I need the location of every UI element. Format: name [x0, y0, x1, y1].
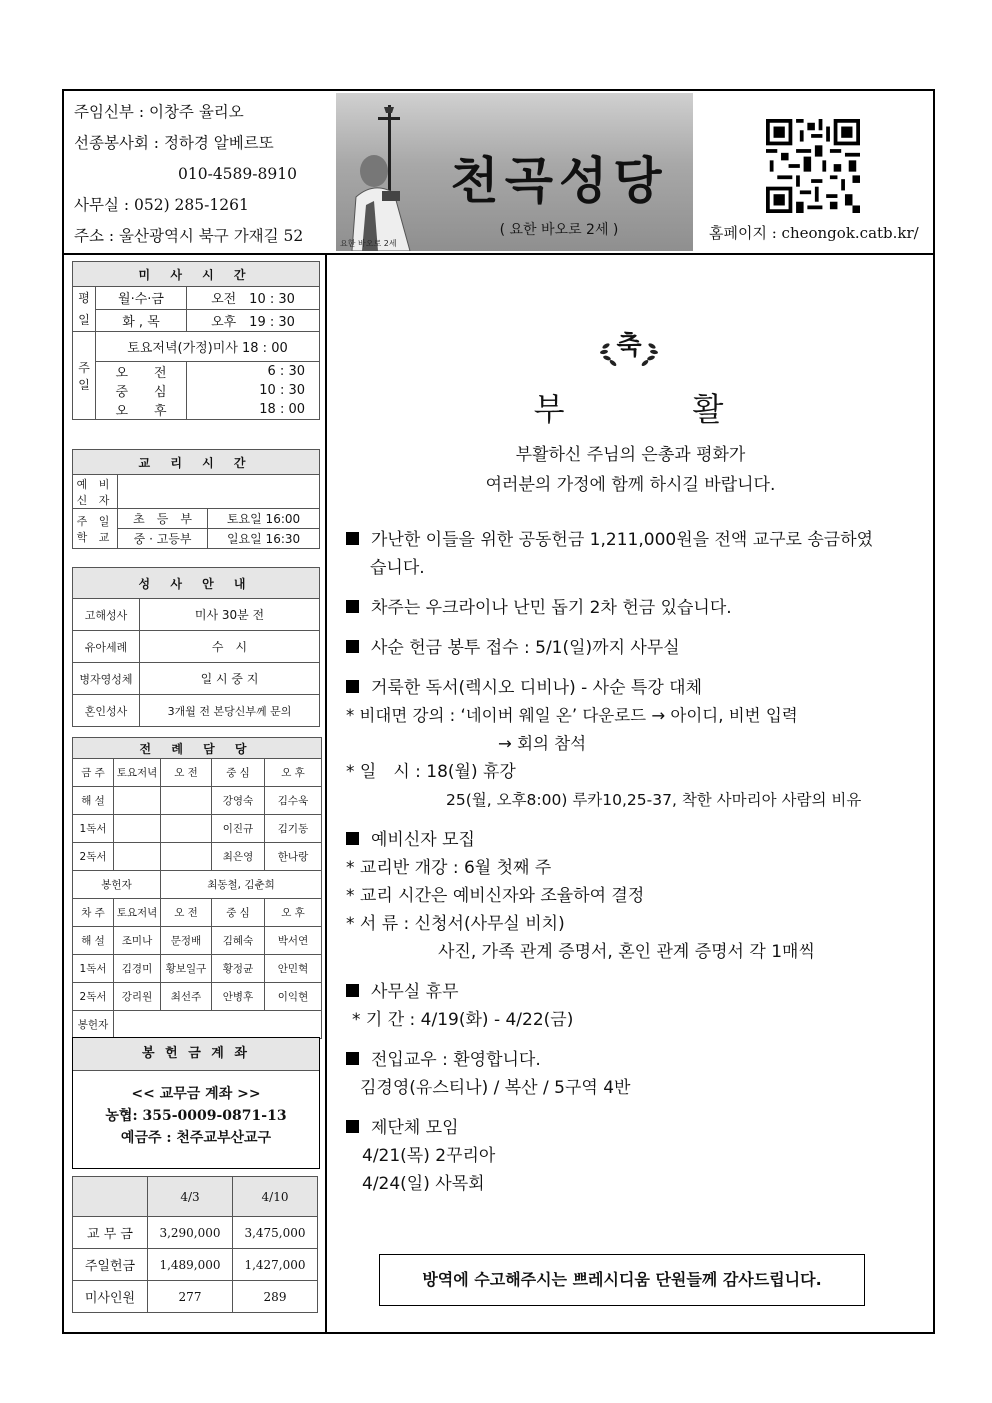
- council-line: 선종봉사회 : 정하경 알베르또: [74, 134, 274, 152]
- this-week-head-2: 오 전: [161, 759, 212, 787]
- next-week-cell: 박서연: [265, 927, 322, 955]
- notice-8-meeting-1: 4/21(목) 2꾸리아: [362, 1146, 496, 1166]
- notice-1: 가난한 이들을 위한 공동헌금 1,211,000원을 전액 교구로 송금하였: [346, 526, 936, 554]
- next-week-head-0: 차 주: [73, 899, 114, 927]
- next-week-role-2: 1독서: [73, 955, 114, 983]
- bullet-square-icon: [346, 1120, 359, 1133]
- next-week-cell: 이익현: [265, 983, 322, 1011]
- council-phone: 010-4589-8910: [178, 165, 297, 183]
- sacrament-info-1: 미사 30분 전: [140, 599, 320, 631]
- notice-4-date-2: 25(월, 오후8:00) 루카10,25-37, 착한 사마리아 사람의 비유: [446, 791, 862, 809]
- next-week-cell: 황보일구: [161, 955, 212, 983]
- next-week-cell: 조미나: [114, 927, 161, 955]
- next-week-cell: 강리원: [114, 983, 161, 1011]
- offering-label-1: 교 무 금: [73, 1217, 148, 1249]
- sunday-school-label: 주 일 학 교: [73, 509, 118, 549]
- sacrament-info-3: 일 시 중 지: [140, 663, 320, 695]
- sunday-time-2: 10 : 30: [187, 381, 320, 400]
- sunday-time-3: 18 : 00: [187, 400, 320, 420]
- next-week-head-4: 오 후: [265, 899, 322, 927]
- mass-times-title: 미 사 시 간: [73, 262, 320, 287]
- next-week-cell: 김경미: [114, 955, 161, 983]
- this-week-role-1: 해 설: [73, 787, 114, 815]
- next-week-head-2: 오 전: [161, 899, 212, 927]
- liturgy-table: [72, 737, 322, 1039]
- this-week-cell: 김수욱: [265, 787, 322, 815]
- sacraments-table: [72, 567, 320, 727]
- this-week-role-3: 2독서: [73, 843, 114, 871]
- school-time-1: 토요일 16:00: [208, 509, 320, 529]
- next-week-cell: 최선주: [161, 983, 212, 1011]
- account-details: [73, 1083, 319, 1149]
- this-week-head-1: 토요저녁: [114, 759, 161, 787]
- sacraments-title: 성 사 안 내: [73, 568, 320, 599]
- main-content: [326, 254, 935, 1334]
- notice-6-period: * 기 간 : 4/19(화) - 4/22(금): [352, 1010, 574, 1030]
- notice-4: 거룩한 독서(렉시오 디비나) - 사순 특강 대체: [346, 674, 936, 702]
- this-week-cell: 김기동: [265, 815, 322, 843]
- next-week-role-3: 2독서: [73, 983, 114, 1011]
- offerings-head-1: 4/3: [148, 1177, 233, 1217]
- qr-code-image: [766, 119, 860, 213]
- address-line: 주소 : 울산광역시 북구 가재길 52: [74, 227, 304, 245]
- greeting: [326, 440, 935, 500]
- offering-value: 3,290,000: [148, 1217, 233, 1249]
- this-week-cell: 최은영: [212, 843, 265, 871]
- sacrament-name-1: 고해성사: [73, 599, 140, 631]
- notice-7: 전입교우 : 환영합니다.: [346, 1046, 936, 1074]
- weekday-time-1: 오전 10 : 30: [187, 287, 320, 310]
- notice-8: 제단체 모임: [346, 1114, 936, 1142]
- offering-value: 277: [148, 1281, 233, 1313]
- header-info: [74, 97, 303, 252]
- banner-caption: 요한 바오로 2세: [340, 239, 397, 248]
- sunday-time-1: 6 : 30: [187, 362, 320, 382]
- weekday-label: 평일: [73, 287, 96, 332]
- this-week-cell: [161, 815, 212, 843]
- account-box: [72, 1037, 320, 1169]
- offering-label-3: 미사인원: [73, 1281, 148, 1313]
- sacrament-info-4: 3개월 전 본당신부께 문의: [140, 695, 320, 727]
- this-week-role-2: 1독서: [73, 815, 114, 843]
- this-week-cell: [114, 843, 161, 871]
- offering-value: 289: [233, 1281, 318, 1313]
- this-week-cell: [161, 787, 212, 815]
- this-week-head-0: 금 주: [73, 759, 114, 787]
- sunday-label: 주일: [73, 332, 96, 420]
- notice-4-online: * 비대면 강의 : ‘네이버 웨일 온’ 다운로드 → 아이디, 비번 입력: [346, 706, 798, 725]
- school-time-2: 일요일 16:30: [208, 529, 320, 549]
- easter-heading: [326, 384, 935, 430]
- weekday-time-2: 오후 19 : 30: [187, 309, 320, 332]
- sunday-when-3: 오 후: [96, 400, 187, 420]
- notice-list: [346, 526, 936, 1198]
- emblem-text: 축: [616, 331, 642, 361]
- account-line-3: 예금주 : 천주교부산교구: [120, 1130, 272, 1146]
- sunday-when-1: 오 전: [96, 362, 187, 382]
- bullet-square-icon: [346, 600, 359, 613]
- catechism-table: [72, 449, 320, 549]
- next-week-cell: 황정균: [212, 955, 265, 983]
- next-week-offerer-label: 봉헌자: [73, 1011, 114, 1039]
- this-week-cell: 한나랑: [265, 843, 322, 871]
- next-week-head-1: 토요저녁: [114, 899, 161, 927]
- notice-5-docs-2: 사진, 가족 관계 증명서, 혼인 관계 증명서 각 1매씩: [438, 942, 815, 962]
- this-week-head-4: 오 후: [265, 759, 322, 787]
- bullet-square-icon: [346, 1052, 359, 1065]
- offerings-head-0: [73, 1177, 148, 1217]
- this-week-offerer: 최동철, 김춘희: [161, 871, 322, 899]
- bullet-square-icon: [346, 832, 359, 845]
- notice-1-cont: 습니다.: [370, 558, 425, 578]
- bulletin-frame: [62, 89, 935, 1334]
- catechumen-label: 예 비 신 자: [73, 475, 118, 509]
- offering-label-2: 주일헌금: [73, 1249, 148, 1281]
- notice-8-meeting-2: 4/24(일) 사목회: [362, 1174, 485, 1194]
- greeting-line-1: 부활하신 주님의 은총과 평화가: [515, 445, 746, 465]
- offering-value: 1,489,000: [148, 1249, 233, 1281]
- laurel-emblem-icon: [594, 324, 664, 368]
- sacrament-info-2: 수 시: [140, 631, 320, 663]
- notice-4-date: * 일 시 : 18(월) 휴강: [346, 762, 516, 782]
- weekday-days-2: 화 , 목: [96, 309, 187, 332]
- weekday-days-1: 월·수·금: [96, 287, 187, 310]
- sunday-when-2: 중 심: [96, 381, 187, 400]
- offering-value: 3,475,000: [233, 1217, 318, 1249]
- school-group-2: 중 · 고등부: [118, 529, 208, 549]
- greeting-line-2: 여러분의 가정에 함께 하시길 바랍니다.: [485, 475, 776, 495]
- this-week-cell: [114, 815, 161, 843]
- church-name: 천곡성당: [450, 152, 668, 210]
- next-week-role-1: 해 설: [73, 927, 114, 955]
- notice-5: 예비신자 모집: [346, 826, 936, 854]
- notice-5-start: * 교리반 개강 : 6월 첫째 주: [346, 858, 552, 878]
- this-week-cell: [114, 787, 161, 815]
- notice-5-docs: * 서 류 : 신청서(사무실 비치): [346, 914, 565, 934]
- homepage-url: 홈페이지 : cheongok.catb.kr/: [709, 224, 919, 242]
- this-week-cell: 강영숙: [212, 787, 265, 815]
- offerings-head-2: 4/10: [233, 1177, 318, 1217]
- next-week-cell: 문정배: [161, 927, 212, 955]
- catechism-title: 교 리 시 간: [73, 450, 320, 475]
- bullet-square-icon: [346, 680, 359, 693]
- account-title: 봉 헌 금 계 좌: [73, 1038, 319, 1071]
- notice-5-time: * 교리 시간은 예비신자와 조율하여 결정: [346, 886, 645, 906]
- heading-right: 활: [692, 390, 728, 428]
- next-week-head-3: 중 심: [212, 899, 265, 927]
- this-week-cell: 이진규: [212, 815, 265, 843]
- bullet-square-icon: [346, 532, 359, 545]
- catechumen-value: [118, 475, 320, 509]
- offering-value: 1,427,000: [233, 1249, 318, 1281]
- pope-figure-image: [344, 101, 440, 251]
- mass-times-table: [72, 261, 320, 420]
- sacrament-name-4: 혼인성사: [73, 695, 140, 727]
- notice-6: 사무실 휴무: [346, 978, 936, 1006]
- pastor-line: 주임신부 : 이창주 율리오: [74, 103, 244, 121]
- account-line-2: 농협: 355-0009-0871-13: [105, 1108, 287, 1124]
- notice-4-join: → 회의 참석: [498, 734, 587, 753]
- this-week-offerer-label: 봉헌자: [73, 871, 161, 899]
- saturday-mass: 토요저녁(가정)미사 18 : 00: [96, 332, 320, 362]
- this-week-cell: [161, 843, 212, 871]
- sacrament-name-3: 병자영성체: [73, 663, 140, 695]
- next-week-cell: 김혜숙: [212, 927, 265, 955]
- account-line-1: << 교무금 계좌 >>: [131, 1086, 261, 1102]
- sacrament-name-2: 유아세례: [73, 631, 140, 663]
- office-phone: 사무실 : 052) 285-1261: [74, 196, 249, 214]
- bullet-square-icon: [346, 640, 359, 653]
- notice-2: 차주는 우크라이나 난민 돕기 2차 헌금 있습니다.: [346, 594, 936, 622]
- school-group-1: 초 등 부: [118, 509, 208, 529]
- offerings-table: [72, 1176, 318, 1313]
- bullet-square-icon: [346, 984, 359, 997]
- next-week-cell: 안민혁: [265, 955, 322, 983]
- notice-7-member: 김경영(유스티나) / 복산 / 5구역 4반: [360, 1078, 631, 1098]
- next-week-offerer: [114, 1011, 322, 1039]
- liturgy-title: 전 례 담 당: [73, 738, 322, 759]
- this-week-head-3: 중 심: [212, 759, 265, 787]
- next-week-cell: 안병후: [212, 983, 265, 1011]
- notice-3: 사순 헌금 봉투 접수 : 5/1(일)까지 사무실: [346, 634, 936, 662]
- heading-left: 부: [533, 390, 569, 428]
- patron-saint: ( 요한 바오로 2세 ): [499, 222, 619, 238]
- thanks-box: 방역에 수고해주시는 쁘레시디움 단원들께 감사드립니다.: [379, 1254, 865, 1306]
- church-banner: [336, 93, 693, 251]
